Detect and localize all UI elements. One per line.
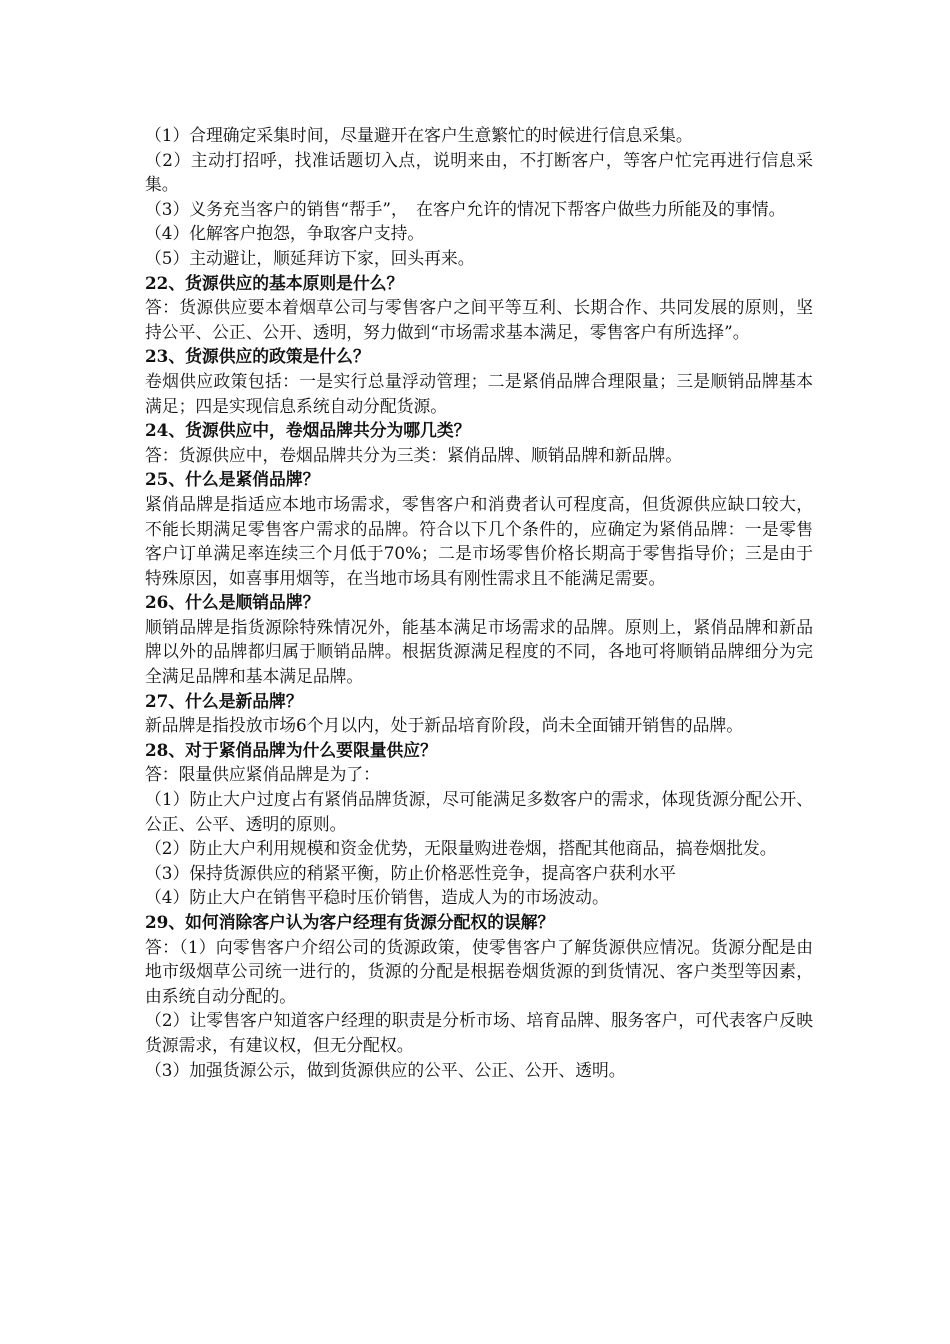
question-heading: 28、对于紧俏品牌为什么要限量供应？ [145, 739, 437, 760]
body-paragraph: 答：货源供应中，卷烟品牌共分为三类：紧俏品牌、顺销品牌和新品牌。 [145, 444, 683, 465]
body-paragraph: 新品牌是指投放市场6个月以内，处于新品培育阶段，尚未全面铺开销售的品牌。 [145, 715, 744, 736]
body-paragraph: 答：限量供应紧俏品牌是为了： [145, 764, 380, 785]
body-paragraph: （5）主动避让，顺延拜访下家，回头再来。 [145, 247, 475, 268]
body-paragraph: （3）义务充当客户的销售“帮手”， 在客户允许的情况下帮客户做些力所能及的事情。 [145, 198, 786, 219]
body-paragraph: 紧俏品牌是指适应本地市场需求，零售客户和消费者认可程度高，但货源供应缺口较大，不能长期满足零售客户需求的品牌。符合以下几个条件的，应确定为紧俏品牌：一是零售客户订单满足率连续三个月低于70%；二是市场零售价格长期高于零售指导价；三是由于特殊原因，如喜事用烟等，在当地市场具有刚性需求且不能满足需要。 [145, 493, 813, 588]
body-paragraph: （1）防止大户过度占有紧俏品牌货源，尽可能满足多数客户的需求，体现货源分配公开、公正、公平、透明的原则。 [145, 789, 813, 834]
body-paragraph: （3）保持货源供应的稍紧平衡，防止价格恶性竞争，提高客户获利水平 [145, 862, 676, 883]
body-paragraph: （2）防止大户利用规模和资金优势，无限量购进卷烟，搭配其他商品，搞卷烟批发。 [145, 838, 777, 859]
question-heading: 26、什么是顺销品牌？ [145, 592, 320, 613]
body-paragraph: 顺销品牌是指货源除特殊情况外，能基本满足市场需求的品牌。原则上，紧俏品牌和新品牌以外的品牌都归属于顺销品牌。根据货源满足程度的不同，各地可将顺销品牌细分为完全满足品牌和基本满足品牌。 [145, 616, 813, 687]
question-heading: 29、如何消除客户认为客户经理有货源分配权的误解？ [145, 912, 555, 932]
body-paragraph: （2）让零售客户知道客户经理的职责是分析市场、培育品牌、服务客户，可代表客户反映货源需求，有建议权，但无分配权。 [145, 1010, 813, 1055]
question-heading: 22、货源供应的基本原则是什么？ [145, 272, 404, 293]
body-paragraph: （4）防止大户在销售平稳时压价销售，造成人为的市场波动。 [145, 887, 609, 908]
body-paragraph: （2）主动打招呼，找准话题切入点，说明来由，不打断客户，等客户忙完再进行信息采集。 [145, 149, 813, 195]
body-paragraph: 答：（1）向零售客户介绍公司的货源政策，使零售客户了解货源供应情况。货源分配是由地市级烟草公司统一进行的，货源的分配是根据卷烟货源的到货情况、客户类型等因素，由系统自动分配的。 [145, 936, 813, 1006]
question-heading: 25、什么是紧俏品牌？ [145, 469, 320, 490]
body-paragraph: （4）化解客户抱怨，争取客户支持。 [145, 223, 425, 244]
body-paragraph: （1）合理确定采集时间，尽量避开在客户生意繁忙的时候进行信息采集。 [145, 125, 693, 145]
question-heading: 27、什么是新品牌？ [145, 690, 303, 711]
body-paragraph: 卷烟供应政策包括：一是实行总量浮动管理；二是紧俏品牌合理限量；三是顺销品牌基本满足；四是实现信息系统自动分配货源。 [145, 370, 813, 416]
question-heading: 24、货源供应中，卷烟品牌共分为哪几类？ [145, 420, 471, 441]
document-body [145, 123, 813, 1082]
body-paragraph: （3）加强货源公示，做到货源供应的公平、公正、公开、透明。 [145, 1059, 626, 1080]
body-paragraph: 答：货源供应要本着烟草公司与零售客户之间平等互利、长期合作、共同发展的原则，坚持公平、公正、公开、透明，努力做到“市场需求基本满足，零售客户有所选择”。 [145, 297, 813, 342]
question-heading: 23、货源供应的政策是什么？ [145, 346, 370, 367]
